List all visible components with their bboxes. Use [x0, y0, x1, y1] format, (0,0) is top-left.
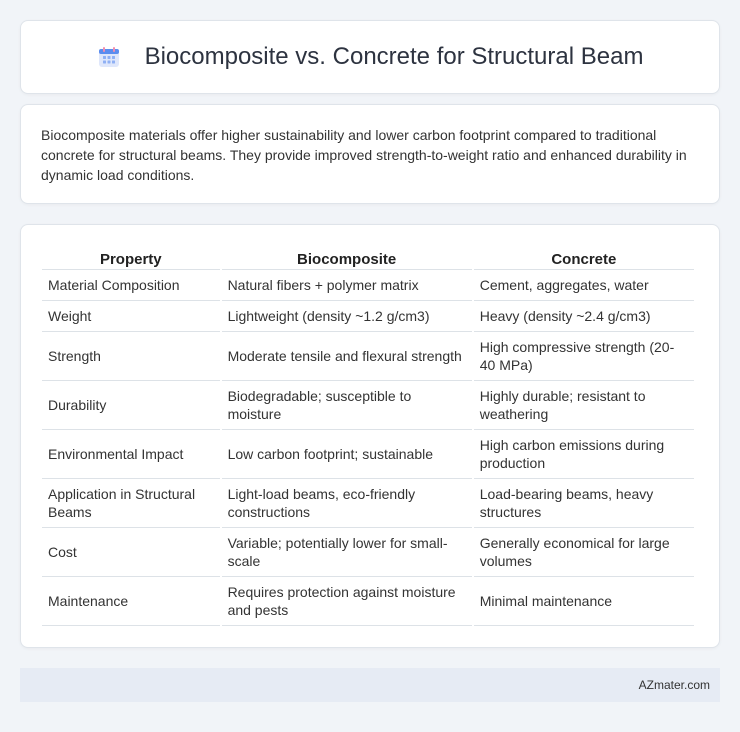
- calendar-icon: [97, 45, 121, 69]
- row-concrete: Minimal maintenance: [474, 577, 694, 626]
- row-biocomposite: Natural fibers + polymer matrix: [222, 270, 472, 301]
- table-row: [42, 430, 694, 479]
- row-property: Application in Structural Beams: [42, 479, 220, 528]
- row-concrete: Heavy (density ~2.4 g/cm3): [474, 301, 694, 332]
- row-concrete: Highly durable; resistant to weathering: [474, 381, 694, 430]
- row-property: Material Composition: [42, 270, 220, 301]
- row-biocomposite: Requires protection against moisture and pests: [222, 577, 472, 626]
- title-card: [20, 20, 720, 94]
- row-biocomposite: Lightweight (density ~1.2 g/cm3): [222, 301, 472, 332]
- row-property: Weight: [42, 301, 220, 332]
- summary-text: Biocomposite materials offer higher sustainability and lower carbon footprint compared to traditional concrete for structural beams. They provide improved strength-to-weight ratio and enhanced durability in dynamic load conditions.: [41, 127, 687, 183]
- row-property: Environmental Impact: [42, 430, 220, 479]
- page-title: Biocomposite vs. Concrete for Structural Beam: [144, 43, 644, 70]
- row-property: Cost: [42, 528, 220, 577]
- row-biocomposite: Variable; potentially lower for small-scale: [222, 528, 472, 577]
- comparison-table-card: [20, 224, 720, 648]
- table-row: [42, 270, 694, 301]
- row-concrete: High carbon emissions during production: [474, 430, 694, 479]
- footer-source: AZmater.com: [638, 678, 710, 692]
- table-row: [42, 528, 694, 577]
- table-row: [42, 381, 694, 430]
- row-property: Maintenance: [42, 577, 220, 626]
- column-header-biocomposite: Biocomposite: [222, 245, 472, 270]
- row-property: Strength: [42, 332, 220, 381]
- column-header-property: Property: [42, 245, 220, 270]
- row-biocomposite: Low carbon footprint; sustainable: [222, 430, 472, 479]
- table-header-row: [42, 245, 694, 270]
- comparison-table: [40, 245, 696, 626]
- column-header-concrete: Concrete: [474, 245, 694, 270]
- row-concrete: Load-bearing beams, heavy structures: [474, 479, 694, 528]
- summary-card: [20, 104, 720, 204]
- row-biocomposite: Biodegradable; susceptible to moisture: [222, 381, 472, 430]
- row-concrete: Generally economical for large volumes: [474, 528, 694, 577]
- table-row: [42, 332, 694, 381]
- footer: [20, 668, 720, 702]
- row-property: Durability: [42, 381, 220, 430]
- row-biocomposite: Moderate tensile and flexural strength: [222, 332, 472, 381]
- table-row: [42, 479, 694, 528]
- table-row: [42, 301, 694, 332]
- row-concrete: High compressive strength (20-40 MPa): [474, 332, 694, 381]
- row-concrete: Cement, aggregates, water: [474, 270, 694, 301]
- table-row: [42, 577, 694, 626]
- row-biocomposite: Light-load beams, eco-friendly constructions: [222, 479, 472, 528]
